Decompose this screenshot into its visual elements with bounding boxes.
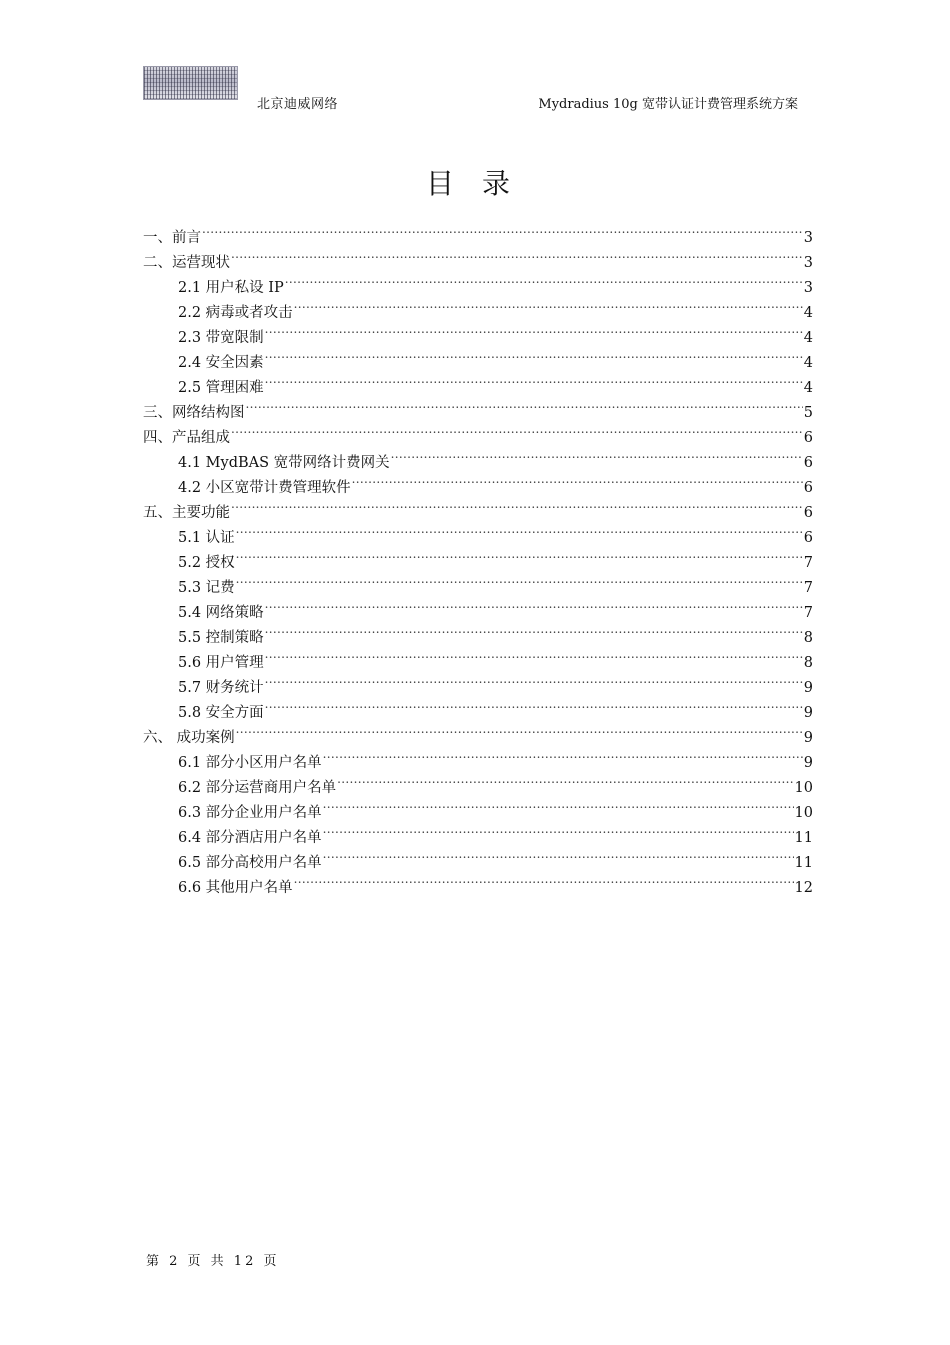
toc-entry-page-number: 4	[803, 380, 813, 396]
toc-entry-label: 2.3 带宽限制	[178, 330, 264, 346]
toc-entry-label: 三、网络结构图	[143, 405, 245, 421]
toc-entry-label: 5.1 认证	[178, 530, 235, 546]
toc-entry-label: 6.5 部分高校用户名单	[178, 855, 322, 871]
toc-dot-leader	[265, 617, 803, 642]
toc-dot-leader	[265, 367, 803, 392]
toc-dot-leader	[323, 792, 794, 817]
toc-entry-page-number: 3	[803, 280, 813, 296]
toc-entry-page-number: 9	[803, 680, 813, 696]
page-footer: 第 2 页 共 12 页	[146, 1254, 280, 1269]
toc-dot-leader	[391, 442, 803, 467]
toc-dot-leader	[323, 742, 803, 767]
toc-entry-page-number: 6	[803, 530, 813, 546]
toc-entry-page-number: 7	[803, 605, 813, 621]
toc-entry-page-number: 6	[803, 480, 813, 496]
toc-dot-leader	[265, 667, 803, 692]
toc-dot-leader	[337, 767, 793, 792]
header-document-title: Mydradius 10g 宽带认证计费管理系统方案	[538, 97, 798, 112]
toc-entry-page-number: 10	[794, 780, 813, 796]
toc-entry-page-number: 10	[794, 805, 813, 821]
toc-entry[interactable]	[143, 442, 813, 471]
toc-entry[interactable]	[143, 492, 813, 521]
toc-entry-label: 5.2 授权	[178, 555, 235, 571]
toc-entry-label: 5.8 安全方面	[178, 705, 264, 721]
toc-entry-page-number: 7	[803, 555, 813, 571]
toc-entry-page-number: 11	[794, 855, 813, 871]
toc-entry-label: 4.1 MydBAS 宽带网络计费网关	[178, 455, 390, 471]
toc-entry[interactable]	[143, 242, 813, 271]
toc-dot-leader	[236, 567, 803, 592]
toc-entry-label: 5.7 财务统计	[178, 680, 264, 696]
toc-dot-leader	[352, 467, 803, 492]
toc-dot-leader	[265, 342, 803, 367]
toc-entry-label: 四、产品组成	[143, 430, 230, 446]
toc-dot-leader	[236, 542, 803, 567]
toc-dot-leader	[246, 392, 803, 417]
toc-entry[interactable]	[143, 592, 813, 621]
toc-entry-page-number: 9	[803, 730, 813, 746]
toc-entry-page-number: 4	[803, 330, 813, 346]
toc-dot-leader	[265, 642, 803, 667]
toc-dot-leader	[236, 717, 803, 742]
toc-entry-page-number: 11	[794, 830, 813, 846]
toc-entry-label: 一、前言	[143, 230, 201, 246]
toc-title: 目录	[425, 167, 538, 200]
toc-entry-page-number: 6	[803, 505, 813, 521]
toc-entry-page-number: 12	[794, 880, 813, 896]
toc-entry-page-number: 3	[803, 230, 813, 246]
toc-entry-label: 4.2 小区宽带计费管理软件	[178, 480, 351, 496]
toc-entry-label: 5.3 记费	[178, 580, 235, 596]
toc-entry-label: 6.3 部分企业用户名单	[178, 805, 322, 821]
toc-entry-label: 2.1 用户私设 IP	[178, 280, 284, 296]
toc-entry-label: 六、 成功案例	[143, 730, 235, 746]
toc-dot-leader	[265, 692, 803, 717]
toc-entry[interactable]	[143, 267, 813, 296]
header-divider	[143, 111, 810, 112]
toc-entry-label: 2.2 病毒或者攻击	[178, 305, 293, 321]
toc-entry-page-number: 3	[803, 255, 813, 271]
toc-entry-label: 二、运营现状	[143, 255, 230, 271]
toc-entry-label: 2.5 管理困难	[178, 380, 264, 396]
toc-entry-page-number: 4	[803, 355, 813, 371]
toc-dot-leader	[265, 592, 803, 617]
toc-dot-leader	[231, 492, 803, 517]
toc-dot-leader	[323, 842, 794, 867]
toc-dot-leader	[231, 242, 803, 267]
toc-entry-label: 五、主要功能	[143, 505, 230, 521]
toc-entry[interactable]	[143, 742, 813, 771]
toc-entry-label: 6.6 其他用户名单	[178, 880, 293, 896]
toc-entry-page-number: 5	[803, 405, 813, 421]
toc-entry-page-number: 9	[803, 755, 813, 771]
page-header	[143, 66, 810, 112]
toc-dot-leader	[294, 292, 803, 317]
toc-dot-leader	[236, 517, 803, 542]
toc-entry[interactable]	[143, 542, 813, 571]
toc-dot-leader	[294, 867, 794, 892]
toc-dot-leader	[323, 817, 794, 842]
toc-entry[interactable]	[143, 217, 813, 246]
toc-entry[interactable]	[143, 717, 813, 746]
toc-entry[interactable]	[143, 517, 813, 546]
table-of-contents	[143, 217, 813, 896]
toc-entry-label: 5.5 控制策略	[178, 630, 264, 646]
toc-entry-page-number: 7	[803, 580, 813, 596]
toc-dot-leader	[265, 317, 803, 342]
toc-entry-label: 5.4 网络策略	[178, 605, 264, 621]
company-logo-icon	[143, 66, 238, 100]
toc-entry-page-number: 8	[803, 630, 813, 646]
toc-entry-page-number: 6	[803, 430, 813, 446]
toc-dot-leader	[285, 267, 803, 292]
toc-dot-leader	[202, 217, 803, 242]
toc-entry-page-number: 6	[803, 455, 813, 471]
toc-entry-label: 6.1 部分小区用户名单	[178, 755, 322, 771]
header-company-name: 北京迪威网络	[257, 97, 339, 112]
toc-entry[interactable]	[143, 567, 813, 596]
toc-entry-page-number: 4	[803, 305, 813, 321]
toc-dot-leader	[231, 417, 803, 442]
toc-entry-page-number: 9	[803, 705, 813, 721]
toc-entry-page-number: 8	[803, 655, 813, 671]
toc-entry-label: 5.6 用户管理	[178, 655, 264, 671]
toc-entry[interactable]	[143, 417, 813, 446]
toc-entry-label: 6.4 部分酒店用户名单	[178, 830, 322, 846]
toc-entry-label: 6.2 部分运营商用户名单	[178, 780, 337, 796]
toc-entry-label: 2.4 安全因素	[178, 355, 264, 371]
